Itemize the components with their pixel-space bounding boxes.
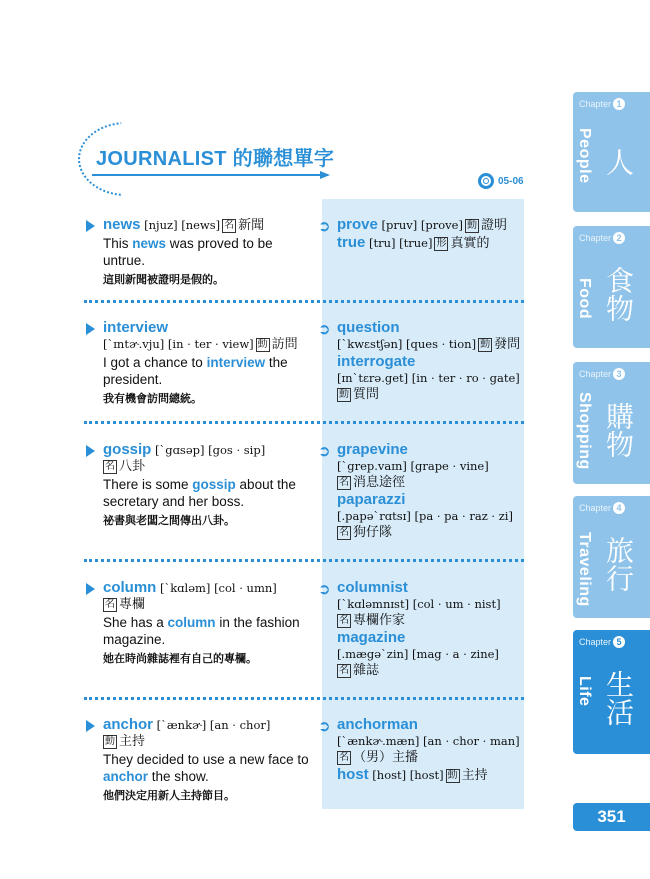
chapter-tab-label-en: Life: [576, 676, 593, 707]
bullet-triangle-icon: [86, 720, 95, 732]
entry-divider: [84, 697, 524, 700]
related-word: paparazzi: [337, 491, 406, 508]
title-underline: [92, 174, 328, 176]
example-sentence: She has a column in the fashion magazine.: [103, 615, 300, 647]
related-word: grapevine: [337, 441, 408, 458]
related-arrow-icon: ➲: [318, 718, 331, 735]
page-number: 351: [573, 803, 650, 831]
related-arrow-icon: ➲: [318, 581, 331, 598]
vocab-entry-anchor: anchor [ˋænkɚ] [an · chor] 動 主持 They decided to use a new face to anchor the show. 他們決定用新人主持節目。: [103, 717, 318, 804]
pos-badge: 名: [224, 220, 235, 231]
related-words-anchor: anchorman [ˋænkɚ.mæn] [an · chor · man] 名 （男）主播 host [host] [host] 動 主持: [337, 717, 522, 783]
bullet-triangle-icon: [86, 583, 95, 595]
chapter-tab-label-zh: 人: [603, 148, 634, 176]
example-sentence: They decided to use a new face to anchor the show.: [103, 752, 309, 784]
vocab-entry-interview: interview [ˋɪntɚ.vju] [in · ter · view] 動 訪問 I got a chance to interview the president. 我有機會訪問總統。: [103, 320, 318, 407]
phonetic: [njuz] [news]: [144, 218, 221, 232]
bullet-triangle-icon: [86, 323, 95, 335]
related-word: columnist: [337, 579, 408, 596]
chapter-tab-label-zh: 購物: [603, 402, 634, 458]
example-translation: 祕書與老闆之間傳出八卦。: [103, 515, 235, 527]
headword: anchor: [103, 716, 154, 733]
related-word: anchorman: [337, 716, 418, 733]
bullet-triangle-icon: [86, 220, 95, 232]
related-words-news: prove [pruv] [prove] 動 證明 true [tru] [true] 形 真實的: [337, 216, 507, 251]
related-word: prove: [337, 216, 378, 233]
related-word: question: [337, 319, 400, 336]
chapter-tab-label-en: People: [576, 128, 593, 184]
audio-track[interactable]: [478, 173, 524, 189]
chapter-tab-label-en: Food: [576, 278, 593, 320]
bullet-triangle-icon: [86, 445, 95, 457]
chapter-tab-2[interactable]: Chapter 2 Food 食物: [573, 226, 650, 348]
headword: news: [103, 216, 141, 233]
related-word: true: [337, 234, 366, 251]
related-words-interview: question [ˋkwɛstʃən] [ques · tion] 動 發問 interrogate [ɪnˋtɛrə.get] [in · ter · ro · gate] 動 質問: [337, 319, 521, 401]
audio-track-number: 05-06: [498, 175, 524, 187]
headword: gossip: [103, 441, 152, 458]
headword: interview: [103, 319, 169, 336]
meaning: 新聞: [238, 217, 265, 232]
related-arrow-icon: ➲: [318, 321, 331, 338]
example-sentence: There is some gossip about the secretary and her boss.: [103, 477, 296, 509]
entry-divider: [84, 421, 524, 424]
chapter-tab-label-zh: 旅行: [603, 536, 634, 592]
vocab-entry-news: [103, 217, 318, 288]
example-sentence: I got a chance to interview the president.: [103, 355, 288, 387]
related-words-gossip: grapevine [ˋgrep.vaɪn] [grape · vine] 名 消息途徑 paparazzi [.papəˋrɑtsɪ] [pa · pa · raz · zi] 名 狗仔隊: [337, 442, 522, 540]
related-words-column: columnist [ˋkɑləmnɪst] [col · um · nist] 名 專欄作家 magazine [.mægəˋzin] [mag · a · zine] 名 雜誌: [337, 580, 522, 678]
entry-divider: [84, 559, 524, 562]
chapter-tab-label-zh: 食物: [603, 266, 634, 322]
example-translation: 她在時尚雜誌裡有自己的專欄。: [103, 653, 257, 665]
page-title: JOURNALIST 的聯想單字: [96, 148, 335, 170]
example-translation: 我有機會訪問總統。: [103, 393, 202, 405]
cd-icon: [478, 173, 494, 189]
chapter-tab-4[interactable]: Chapter 4 Traveling 旅行: [573, 496, 650, 618]
entry-divider: [84, 300, 524, 303]
chapter-tab-1[interactable]: Chapter 1 People 人: [573, 92, 650, 212]
chapter-tab-label-en: Shopping: [576, 392, 593, 470]
headword: column: [103, 579, 157, 596]
example-translation: 這則新聞被證明是假的。: [103, 274, 224, 286]
example-sentence: This news was proved to be untrue.: [103, 236, 273, 268]
chapter-tab-label-en: Traveling: [576, 532, 593, 607]
vocab-entry-column: column [ˋkɑləm] [col · umn] 名 專欄 She has a column in the fashion magazine. 她在時尚雜誌裡有自己的專欄。: [103, 580, 318, 667]
vocab-entry-gossip: gossip [ˋgɑsəp] [gos · sip] 名 八卦 There is some gossip about the secretary and her boss. 祕書與老闆之間傳出八卦。: [103, 442, 318, 529]
related-arrow-icon: ➲: [318, 443, 331, 460]
related-word: host: [337, 766, 369, 783]
chapter-tab-3[interactable]: Chapter 3 Shopping 購物: [573, 362, 650, 484]
related-arrow-icon: ➲: [318, 218, 331, 235]
related-word: magazine: [337, 629, 406, 646]
example-translation: 他們決定用新人主持節目。: [103, 790, 235, 802]
related-word: interrogate: [337, 353, 416, 370]
chapter-tab-label-zh: 生活: [603, 670, 634, 726]
chapter-tab-5-active[interactable]: Chapter 5 Life 生活: [573, 630, 650, 754]
